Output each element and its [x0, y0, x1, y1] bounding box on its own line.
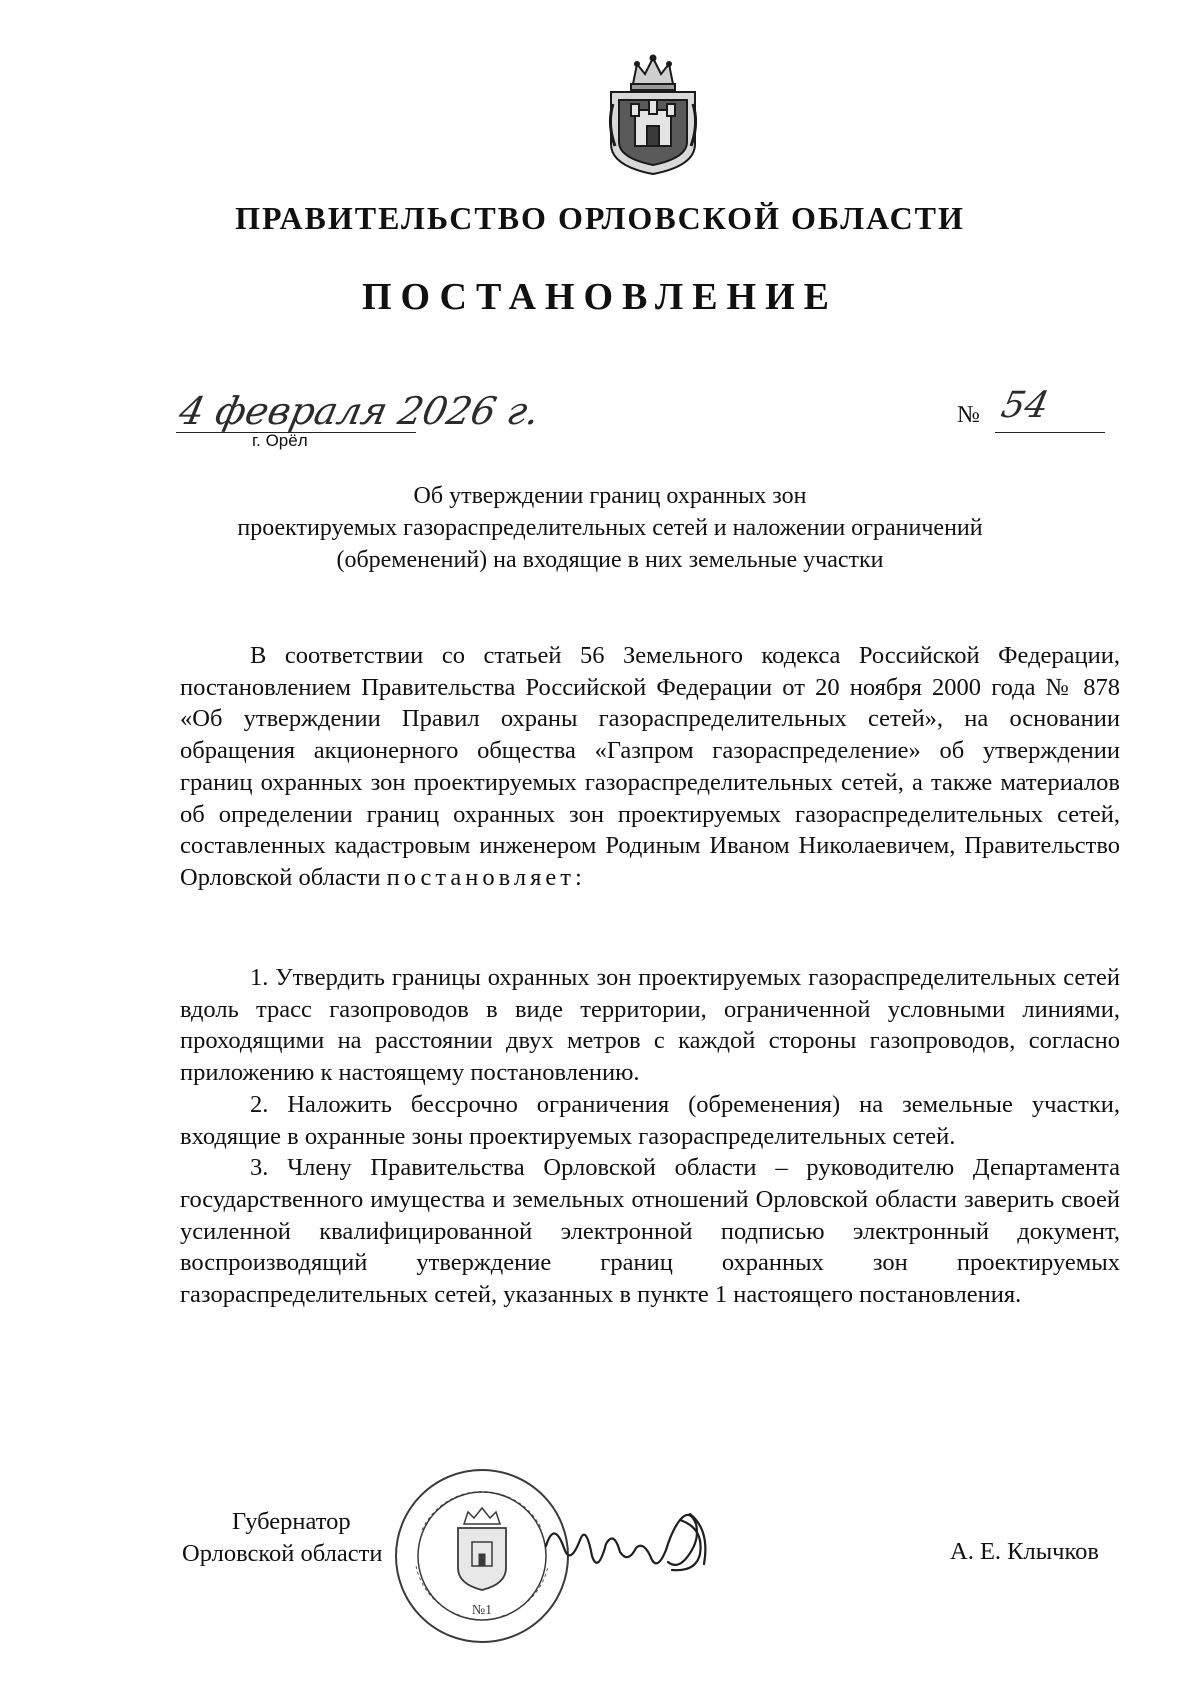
- number-underline: [995, 432, 1105, 433]
- signer-position: [182, 1506, 382, 1570]
- handwritten-signature-icon: [540, 1500, 715, 1590]
- title-line: Об утверждении границ охранных зон: [413, 483, 807, 509]
- point-paragraph: 2. Наложить бессрочно ограничения (обременения) на земельные участки, входящие в охранные зоны проектируемых газораспределительных сетей.: [180, 1090, 1120, 1150]
- number-label: №: [957, 402, 980, 428]
- point-paragraph: 1. Утвердить границы охранных зон проектируемых газораспределительных сетей вдоль трасс газопроводов в виде территории, ограниченной условными линиями, проходящими на расстоянии двух метров с каждой стороны газопроводов, согласно приложению к настоящему постановлению.: [180, 964, 1120, 1087]
- points-section: [180, 962, 1120, 1311]
- signer-position-line: Губернатор: [232, 1508, 351, 1535]
- preamble-section: [180, 640, 1120, 894]
- handwritten-date: 4 февраля 2026 г.: [175, 389, 544, 433]
- decree-word: постановляет:: [386, 863, 586, 891]
- point-paragraph: 3. Члену Правительства Орловской области – руководителю Департамента государственного имущества и земельных отношений Орловской области заверить своей усиленной квалифицированной электронной подписью электронный документ, воспроизводящий утверждение границ охранных зон проектируемых газораспределительных сетей, указанных в пункте 1 настоящего постановления.: [180, 1154, 1120, 1309]
- title-line: проектируемых газораспределительных сетей и наложении ограничений: [237, 515, 983, 541]
- handwritten-number: 54: [997, 385, 1053, 426]
- title-line: (обременений) на входящие в них земельные участки: [336, 547, 884, 573]
- government-name: ПРАВИТЕЛЬСТВО ОРЛОВСКОЙ ОБЛАСТИ: [235, 200, 965, 236]
- signer-name: А. Е. Клычков: [950, 1538, 1099, 1565]
- document-type: ПОСТАНОВЛЕНИЕ: [361, 276, 839, 318]
- coat-of-arms-icon: [603, 54, 703, 178]
- signer-position-line: Орловской области: [182, 1540, 383, 1567]
- city-label: г. Орёл: [252, 431, 308, 450]
- preamble-paragraph: [180, 640, 1120, 894]
- preamble-text: В соответствии со статьей 56 Земельного кодекса Российской Федерации, постановлением Правительства Российской Федерации от 20 ноября 2000 года № 878 «Об утверждении Правил охраны газораспределительных сетей», на основании обращения акционерного общества «Газпром газораспределение» об утверждении границ охранных зон проектируемых газораспределительных сетей, а также материалов об определении границ охранных зон проектируемых газораспределительных сетей, составленных кадастровым инженером Родиным Иваном Николаевичем, Правительство Орловской области: [180, 642, 1120, 891]
- seal-number: №1: [471, 1603, 493, 1618]
- document-title: [150, 480, 1070, 576]
